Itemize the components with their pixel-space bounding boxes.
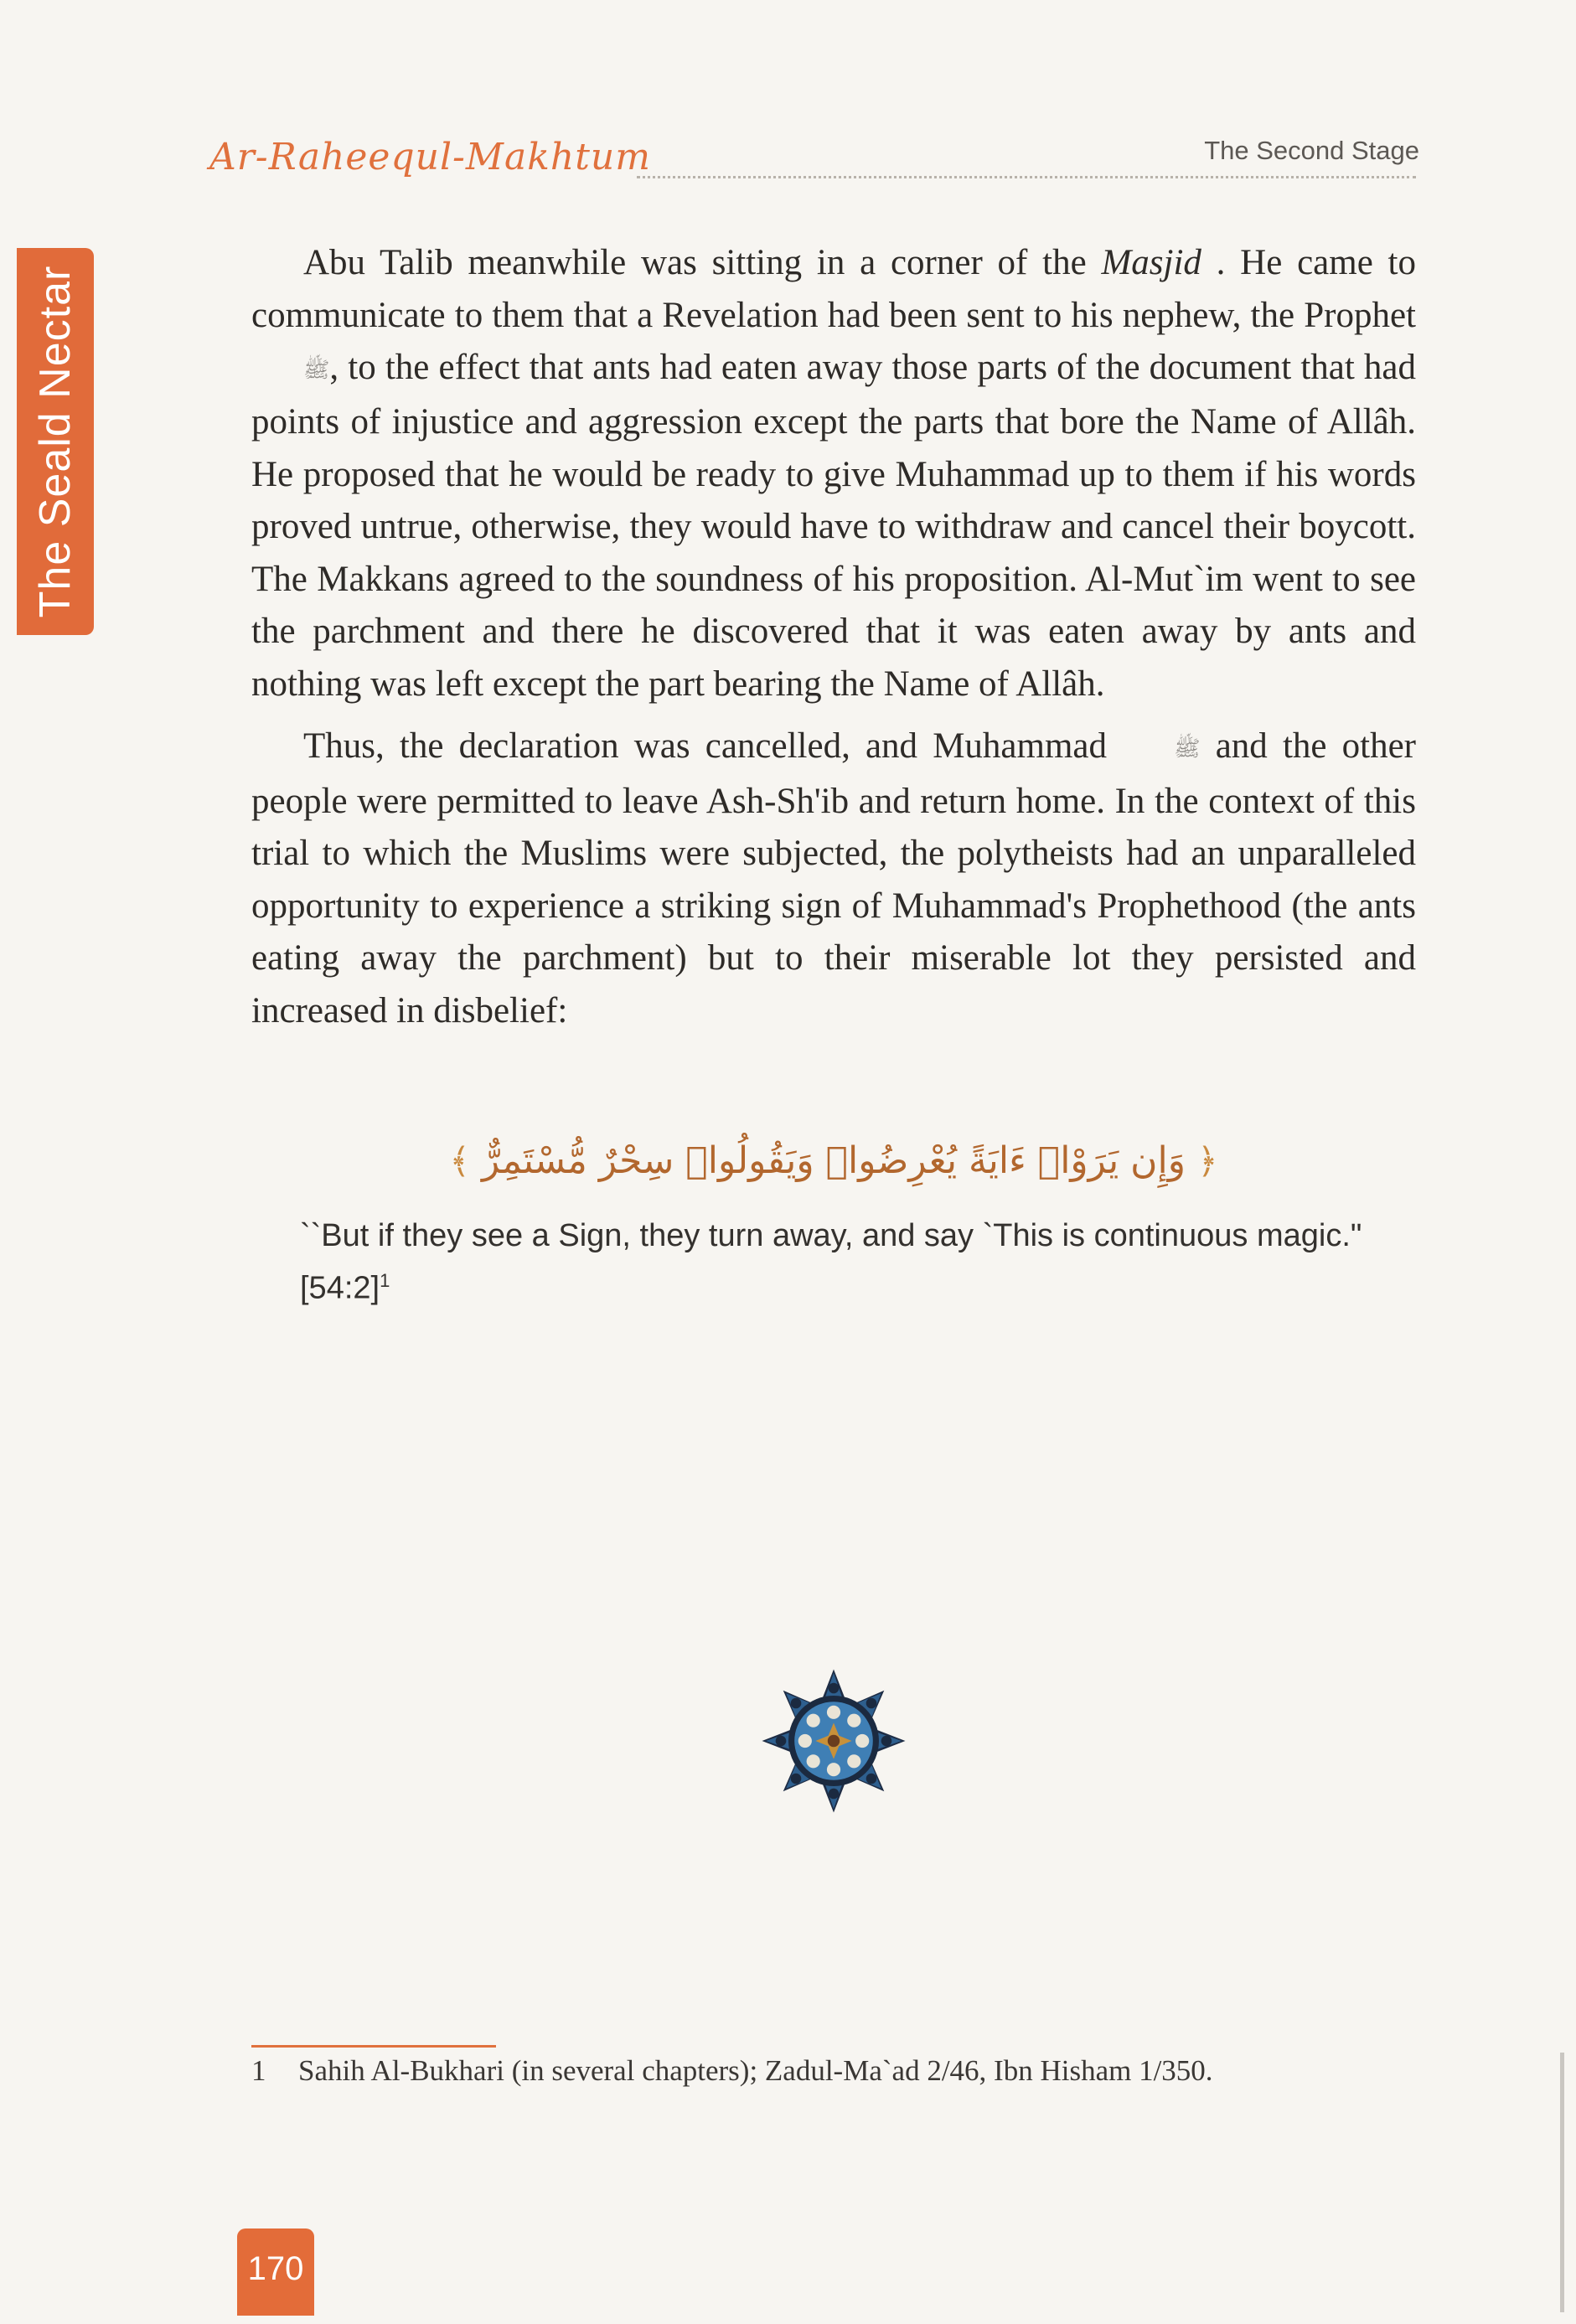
- verse-translation-text: ``But if they see a Sign, they turn away, and say `This is continuous magic." [54:2]: [300, 1218, 1362, 1306]
- side-tab-label: The Seald Nectar: [31, 265, 80, 618]
- verse-open-bracket: ﴿: [1196, 1140, 1218, 1181]
- p2-text-start: Thus, the declaration was cancelled, and Muhammad: [303, 726, 1123, 767]
- p1-text-start: Abu Talib meanwhile was sitting in a corner of the: [303, 243, 1102, 282]
- p1-text-mid: . He came to communicate to them that a Revelation had been sent to his nephew, the Prophet: [251, 243, 1416, 335]
- paragraph-2: [251, 720, 1416, 1037]
- verse-close-bracket: ﴾: [449, 1140, 471, 1181]
- paragraph-1: [251, 237, 1416, 710]
- verse-arabic-text: وَإِن يَرَوْا۟ ءَايَةً يُعْرِضُوا۟ وَيَقُولُوا۟ سِحْرٌ مُّسْتَمِرٌّ: [482, 1139, 1186, 1182]
- salutation-icon: ﷺ: [303, 357, 330, 383]
- footnote-rule: [251, 2045, 496, 2048]
- rosette-ornament-icon: [758, 1666, 909, 1816]
- footnote: [251, 2054, 1416, 2088]
- section-title-header: The Second Stage: [1204, 136, 1419, 165]
- p1-italic-masjid: Masjid: [1101, 243, 1201, 282]
- page-number: 170: [237, 2228, 314, 2316]
- p2-text-end: and the other people were permitted to leave Ash-Sh'ib and return home. In the context of this trial to which the Muslims were subjected, the polytheists had an unparalleled opportunity to experience a striking sign of Muhammad's Prophethood (the ants eating away the parchment) but to their miserable lot they persisted and increased in disbelief:: [251, 726, 1416, 1030]
- book-title-header: Ar-Raheequl-Makhtum: [209, 136, 651, 178]
- salutation-icon: ﷺ: [1174, 736, 1201, 762]
- page-edge-shadow: [1560, 2053, 1564, 2312]
- header-dotted-rule: [637, 176, 1416, 178]
- footnote-reference: 1: [380, 1270, 390, 1291]
- quran-verse: [251, 1139, 1416, 1182]
- main-text: [251, 237, 1416, 1047]
- verse-translation: [300, 1213, 1423, 1311]
- footnote-text: Sahih Al-Bukhari (in several chapters); Zadul-Ma`ad 2/46, Ibn Hisham 1/350.: [298, 2054, 1213, 2087]
- p1-text-end: , to the effect that ants had eaten away those parts of the document that had points of injustice and aggression except the parts that bore the Name of Allâh. He proposed that he would be ready to give Muhammad up to them if his words proved untrue, otherwise, they would have to withdraw and cancel their boycott. The Makkans agreed to the soundness of his proposition. Al-Mut`im went to see the parchment and there he discovered that it was eaten away by ants and nothing was left except the part bearing the Name of Allâh.: [251, 348, 1416, 704]
- footnote-number: 1: [251, 2054, 266, 2087]
